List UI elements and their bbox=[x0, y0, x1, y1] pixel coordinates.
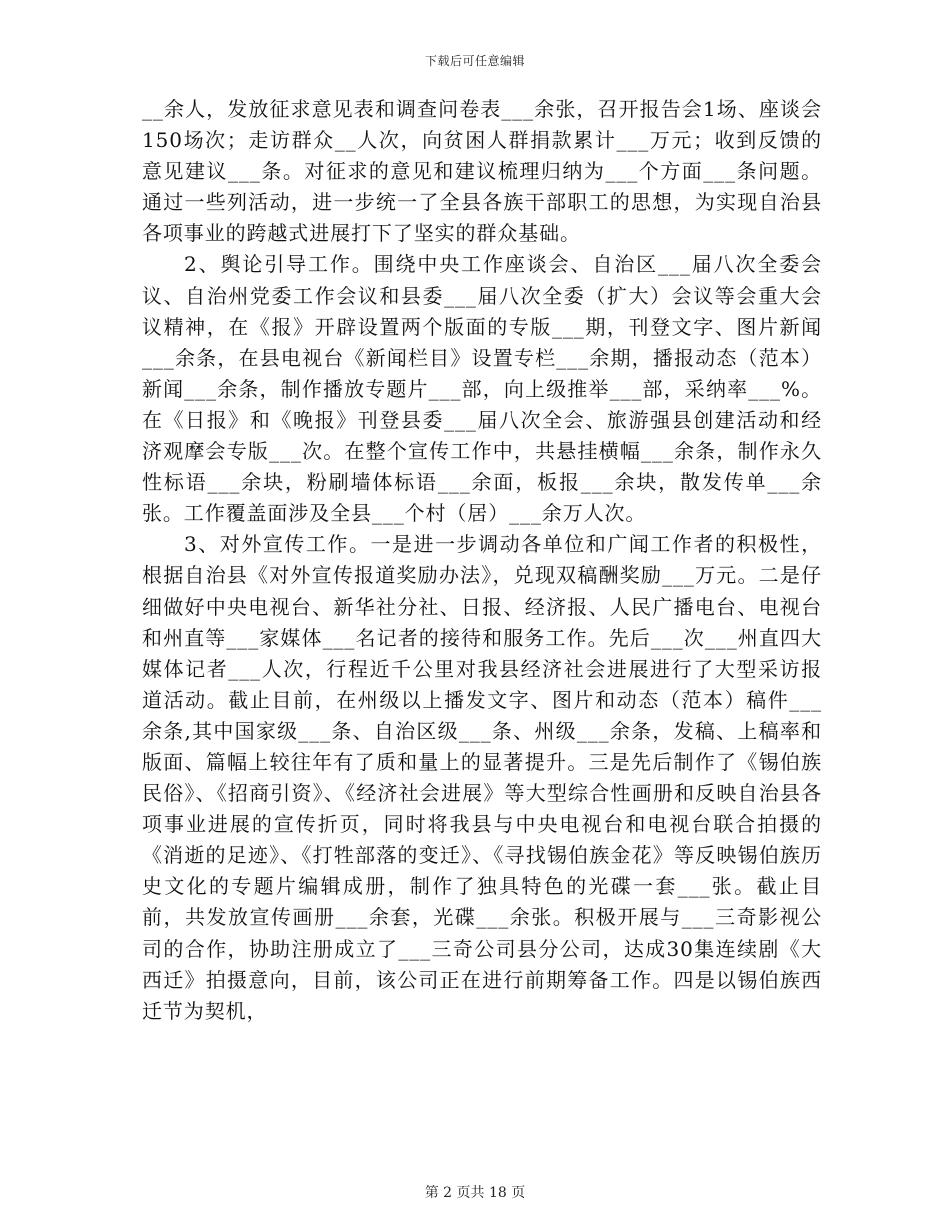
page-header: 下载后可任意编辑 bbox=[424, 54, 525, 68]
paragraph-continued: __余人，发放征求意见表和调查问卷表___余张，召开报告会1场、座谈会150场次；走访群众__人次，向贫困人群捐款累计___万元；收到反馈的意见建议___条。对征求的意见和建议梳理归纳为___个方面___条问题。通过一些列活动，进一步统一了全县各族干部职工的思想，为实现自治县各项事业的跨越式进展打下了坚实的群众基础。 bbox=[142, 97, 822, 246]
page-number-footer: 第 2 页共 18 页 bbox=[424, 1185, 526, 1201]
paragraph-external-publicity: 3、对外宣传工作。一是进一步调动各单位和广闻工作者的积极性，根据自治县《对外宣传报道奖励办法》，兑现双稿酬奖励___万元。二是仔细做好中央电视台、新华社分社、日报、经济报、人民广播电台、电视台和州直等___家媒体___名记者的接待和服务工作。先后___次___州直四大媒体记者___人次，行程近千公里对我县经济社会进展进行了大型采访报道活动。截止目前，在州级以上播发文字、图片和动态（范本）稿件___余条,其中国家级___条、自治区级___条、州级___余条，发稿、上稿率和版面、篇幅上较往年有了质和量上的显著提升。三是先后制作了《锡伯族民俗》、《招商引资》、《经济社会进展》等大型综合性画册和反映自治县各项事业进展的宣传折页，同时将我县与中央电视台和电视台联合拍摄的《消逝的足迹》、《打牲部落的变迁》、《寻找锡伯族金花》等反映锡伯族历史文化的专题片编辑成册，制作了独具特色的光碟一套___张。截止目前，共发放宣传画册___余套，光碟___余张。积极开展与___三奇影视公司的合作，协助注册成立了___三奇公司县分公司，达成30集连续剧《大西迁》拍摄意向，目前，该公司正在进行前期筹备工作。四是以锡伯族西迁节为契机， bbox=[142, 532, 822, 1023]
paragraph-public-opinion: 2、舆论引导工作。围绕中央工作座谈会、自治区___届八次全委会议、自治州党委工作会议和县委___届八次全委（扩大）会议等会重大会议精神，在《报》开辟设置两个版面的专版___期，刊登文字、图片新闻___余条，在县电视台《新闻栏目》设置专栏___余期，播报动态（范本）新闻___余条，制作播放专题片___部，向上级推举___部，采纳率___%。在《日报》和《晚报》刊登县委___届八次全会、旅游强县创建活动和经济观摩会专版___次。在整个宣传工作中，共悬挂横幅___余条，制作永久性标语___余块，粉刷墙体标语___余面，板报___余块，散发传单___余张。工作覆盖面涉及全县___个村（居）___余万人次。 bbox=[142, 252, 822, 526]
document-body bbox=[142, 94, 822, 1027]
